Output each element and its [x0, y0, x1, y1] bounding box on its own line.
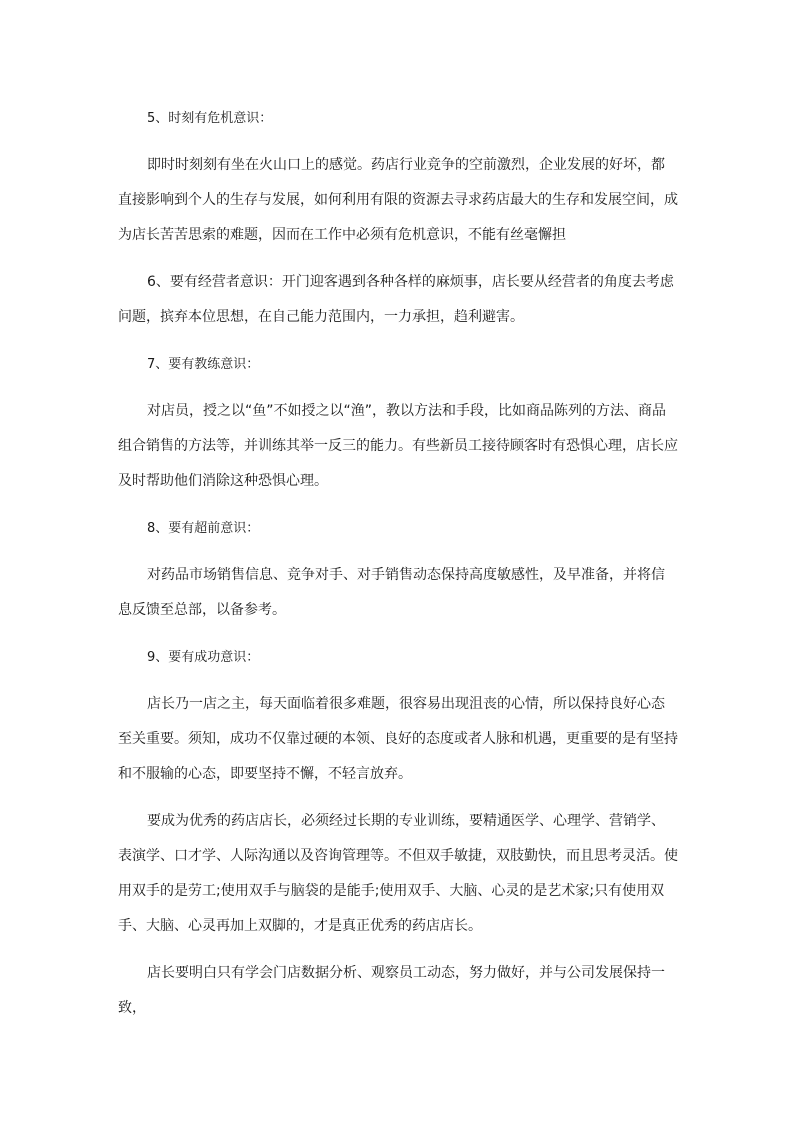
section-7-paragraph: 对店员，授之以“鱼”不如授之以“渔”，教以方法和手段，比如商品陈列的方法、商品组合销售的方法等，并训练其举一反三的能力。有些新员工接待顾客时有恐惧心理，店长应及时帮助他们消除这种恐惧心理。 [118, 403, 678, 489]
section-5-paragraph: 即时时刻刻有坐在火山口上的感觉。药店行业竞争的空前激烈，企业发展的好坏，都直接影响到个人的生存与发展，如何利用有限的资源去寻求药店最大的生存和发展空间，成为店长苦苦思索的难题，因而在工作中必须有危机意识，不能有丝毫懈担 [118, 157, 678, 243]
section-8-paragraph: 对药品市场销售信息、竞争对手、对手销售动态保持高度敏感性，及早准备，并将信息反馈至总部，以备参考。 [118, 567, 665, 618]
section-7-heading: 7、要有教练意识： [147, 357, 260, 372]
section-6-paragraph: 6、要有经营者意识：开门迎客遇到各种各样的麻烦事，店长要从经营者的角度去考虑问题，摈弃本位思想，在自己能力范围内，一力承担，趋利避害。 [118, 274, 674, 325]
section-9-heading: 9、要有成功意识： [147, 650, 260, 665]
section-5-heading: 5、时刻有危机意识： [147, 111, 273, 126]
store-manager-training-paragraph: 要成为优秀的药店店长，必须经过长期的专业训练，要精通医学、心理学、营销学、表演学、口才学、人际沟通以及咨询管理等。不但双手敏捷，双肢勤快，而且思考灵活。使用双手的是劳工;使用双手与脑袋的是能手;使用双手、大脑、心灵的是艺术家;只有使用双手、大脑、心灵再加上双脚的，才是真正优秀的药店店长。 [118, 813, 678, 934]
section-9-paragraph: 店长乃一店之主，每天面临着很多难题，很容易出现沮丧的心情，所以保持良好心态至关重要。须知，成功不仅靠过硬的本领、良好的态度或者人脉和机遇，更重要的是有坚持和不服输的心态，即要坚持不懈，不轻言放弃。 [118, 696, 678, 782]
section-8-heading: 8、要有超前意识： [147, 521, 260, 536]
store-manager-data-paragraph: 店长要明白只有学会门店数据分析、观察员工动态，努力做好，并与公司发展保持一致， [118, 965, 665, 1016]
document-body [118, 101, 678, 1038]
